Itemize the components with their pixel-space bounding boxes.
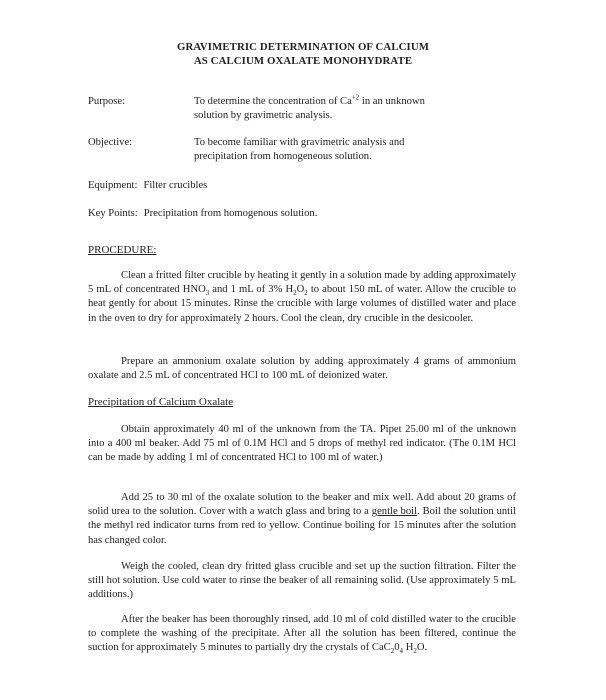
- precipitation-p4-sub1: 2: [390, 647, 395, 656]
- precipitation-paragraph-3: Weigh the cooled, clean dry fritted glass crucible and set up the suction filtration. Filter the still hot solution. Use cold water to rinse the beaker of all remaining solid. (Use approximately 5 mL additions.): [88, 561, 516, 601]
- key-points-label: Key Points:: [88, 208, 138, 219]
- precipitation-p4-sub3: 2: [413, 647, 417, 656]
- procedure-p1-b-sub2: 2: [304, 289, 308, 298]
- precipitation-paragraph-4: [88, 613, 516, 656]
- precipitation-paragraph-1: Obtain approximately 40 ml of the unknown from the TA. Pipet 25.00 ml of the unknown into a 400 ml beaker. Add 75 ml of 0.1M HCl and 5 drops of methyl red indicator. (The 0.1M HCl can be made by adding 1 ml of concentrated HCl to 100 ml of water.): [88, 424, 516, 464]
- precipitation-p2-b: . Boil the solution until the methyl red indicator turns from red to yellow. Continue boiling for 15 minutes after the solution has changed color.: [88, 506, 517, 546]
- purpose-text: [194, 95, 534, 123]
- document-title-line-1: GRAVIMETRIC DETERMINATION OF CALCIUM: [176, 41, 430, 53]
- precipitation-p4-sub2: 4: [399, 647, 404, 656]
- purpose-text-line2: solution by gravimetric analysis.: [194, 110, 333, 122]
- purpose-label: Purpose:: [88, 96, 126, 107]
- gentle-boil-emphasis: gentle boil: [371, 506, 418, 518]
- equipment-value: Filter crucibles: [143, 180, 208, 191]
- document-title-line-2: AS CALCIUM OXALATE MONOHYDRATE: [193, 55, 413, 67]
- key-points-value: Precipitation from homogenous solution.: [143, 208, 318, 219]
- objective-text-line2: precipitation from homogeneous solution.: [194, 151, 372, 163]
- procedure-paragraph-2: Prepare an ammonium oxalate solution by adding approximately 4 grams of ammonium oxalate and 2.5 mL of concentrated HCl to 100 mL of deionized water.: [88, 356, 516, 382]
- purpose-text-line1-pre: To determine the concentration of Ca: [194, 96, 352, 107]
- precipitation-paragraph-2: [88, 491, 516, 548]
- procedure-p1-b-mid: O: [296, 284, 305, 296]
- precipitation-p2-a: Add 25 to 30 ml of the oxalate solution to the beaker and mix well. Add about 20 grams of solid urea to the solution. Cover with a watch glass and bring to a: [88, 492, 516, 518]
- objective-label: Objective:: [88, 137, 133, 148]
- procedure-p1-c: to about 150 mL of water. Allow the crucible to heat gently for about 15 minutes. Rinse the crucible with large volumes of distilled water and place in the oven to dry for approximately 2 hours. Cool the clean, dry crucible in the desicooler.: [88, 284, 516, 324]
- procedure-p1-b: and 1 mL of 3% H: [209, 284, 294, 296]
- precipitation-p4-c: O.: [416, 642, 428, 654]
- precipitation-p4-b: H: [403, 642, 414, 654]
- precipitation-heading: Precipitation of Calcium Oxalate: [88, 396, 234, 408]
- procedure-p1-a-sub: 3: [205, 289, 210, 298]
- objective-text-line1: To become familiar with gravimetric analysis and: [194, 137, 405, 148]
- precipitation-p4-mid: 0: [394, 642, 400, 654]
- procedure-p1-b-sub1: 2: [293, 289, 297, 298]
- equipment-row: [88, 179, 207, 193]
- procedure-paragraph-1: [88, 269, 516, 326]
- procedure-heading: PROCEDURE:: [88, 244, 157, 256]
- calcium-charge: +2: [351, 93, 360, 102]
- procedure-p1-a: Clean a fritted filter crucible by heating it gently in a solution made by adding approximately 5 mL of concentrated HNO: [88, 270, 516, 296]
- objective-text: [194, 136, 534, 164]
- precipitation-p4-a: After the beaker has been thoroughly rinsed, add 10 ml of cold distilled water to the crucible to complete the washing of the precipitate. After all the solution has been filtered, continue the suction for approximately 5 minutes to partially dry the crystals of CaC: [88, 614, 516, 654]
- equipment-label: Equipment:: [88, 180, 138, 191]
- purpose-text-line1-post: in an unknown: [359, 96, 425, 107]
- key-points-row: [88, 207, 317, 221]
